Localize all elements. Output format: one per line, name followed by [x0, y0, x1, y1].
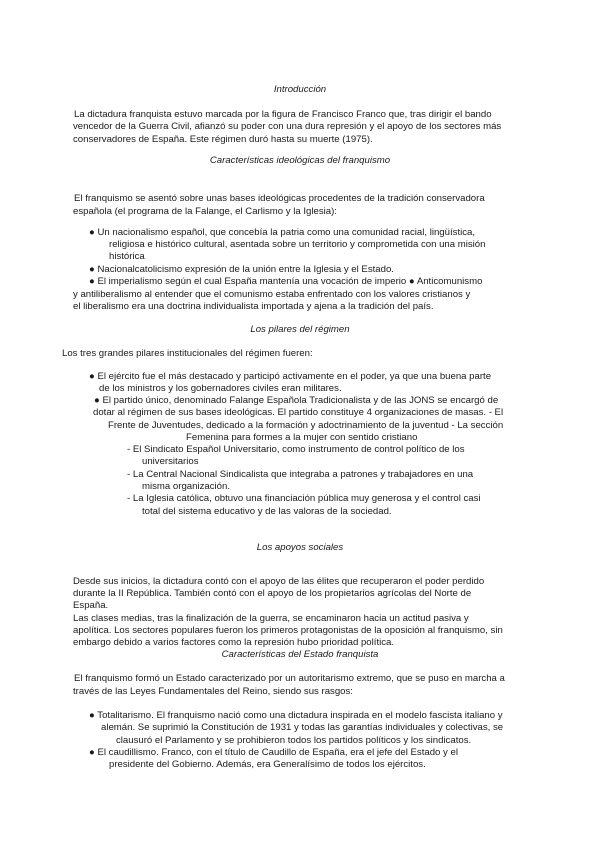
- list-item: ● El ejército fue el más destacado y participó activamente en el poder, ya que una buena parte: [89, 371, 492, 382]
- list-item: ● El partido único, denominado Falange Española Tradicionalista y de las JONS se encargó de: [94, 395, 499, 406]
- list-item-line: histórica: [109, 251, 145, 262]
- paragraph-line: través de las Leyes Fundamentales del Reino, siendo sus rasgos:: [73, 686, 353, 697]
- list-item: ● Nacionalcatolicismo expresión de la unión entre la Iglesia y el Estado.: [89, 264, 394, 275]
- list-item: ● Un nacionalismo español, que concebía la patria como una comunidad racial, lingüística,: [89, 227, 476, 238]
- heading-pilares: Los pilares del régimen: [250, 324, 350, 335]
- sub-list-item: - La Central Nacional Sindicalista que integraba a patrones y trabajadores en una: [127, 469, 474, 480]
- paragraph-line: España.: [73, 600, 109, 611]
- sub-list-item-line: total del sistema educativo y de las valoras de la sociedad.: [142, 506, 392, 517]
- paragraph-line: Desde sus inicios, la dictadura contó con el apoyo de las élites que recuperaron el poder perdido: [73, 576, 485, 587]
- paragraph-line: Los tres grandes pilares institucionales del régimen fueren:: [62, 348, 313, 359]
- paragraph-line: vencedor de la Guerra Civil, afianzó su poder con una dura represión y el apoyo de los sectores más: [73, 121, 502, 132]
- sub-list-item: - La Iglesia católica, obtuvo una financiación pública muy generosa y el control casi: [127, 493, 481, 504]
- list-item-line: clausuró el Parlamento y se prohibieron todos los partidos políticos y los sindicatos.: [116, 735, 472, 746]
- heading-estado-franquista: Características del Estado franquista: [221, 649, 379, 660]
- list-item: ● El caudillismo. Franco, con el título de Caudillo de España, era el jefe del Estado y el: [89, 747, 458, 758]
- heading-apoyos-sociales: Los apoyos sociales: [256, 542, 344, 553]
- sub-list-item-line: universitarios: [142, 456, 199, 467]
- list-item-line: y antiliberalismo al entender que el comunismo estaba enfrentado con los valores cristianos y: [73, 289, 471, 300]
- paragraph-line: embargo debido a varios factores como la represión hubo prioridad política.: [73, 637, 395, 648]
- list-item-line: alemán. Se suprimió la Constitución de 1931 y todas las garantías individuales y colectivas, se: [101, 722, 504, 733]
- paragraph-line: La dictadura franquista estuvo marcada por la figura de Francisco Franco que, tras dirigir el bando: [74, 109, 492, 120]
- sub-list-item-line: misma organización.: [142, 481, 230, 492]
- paragraph-line: durante la II República. También contó con el apoyo de los propietarios agrícolas del Norte de: [73, 588, 472, 599]
- list-item-line: religiosa e histórico cultural, asentada sobre un territorio y comprometida con una misión: [109, 239, 486, 250]
- paragraph-line: El franquismo formó un Estado caracterizado por un autoritarismo extremo, que se puso en marcha a: [74, 673, 505, 684]
- paragraph-line: española (el programa de la Falange, el Carlismo y la Iglesia):: [73, 206, 337, 217]
- list-item-line: el liberalismo era una doctrina individualista importada y ajena a la tradición del país.: [73, 301, 434, 312]
- paragraph-line: Las clases medias, tras la finalización de la guerra, se encaminaron hacia un actitud pasiva y: [73, 613, 469, 624]
- list-item-line: dotar al régimen de sus bases ideológicas. El partido constituye 4 organizaciones de masas. - El: [93, 407, 504, 418]
- list-item-line: Frente de Juventudes, dedicado a la formación y adoctrinamiento de la juventud - La sección: [108, 420, 504, 431]
- heading-caracteristicas-ideologicas: Características ideológicas del franquismo: [209, 155, 391, 166]
- sub-list-item: - El Sindicato Español Universitario, como instrumento de control político de los: [127, 444, 465, 455]
- paragraph-line: El franquismo se asentó sobre unas bases ideológicas procedentes de la tradición conservadora: [74, 193, 485, 204]
- list-item-line: Femenina para formes a la mujer con sentido cristiano: [186, 432, 418, 443]
- heading-introduccion: Introducción: [273, 84, 327, 95]
- list-item-line: de los ministros y los gobernadores civiles eran militares.: [99, 383, 342, 394]
- paragraph-line: conservadores de España. Este régimen duró hasta su muerte (1975).: [73, 134, 373, 145]
- list-item-line: presidente del Gobierno. Además, era Generalísimo de todos los ejércitos.: [109, 759, 426, 770]
- list-item: ● El imperialismo según el cual España mantenía una vocación de imperio ● Anticomunismo: [89, 276, 483, 287]
- list-item: ● Totalitarismo. El franquismo nació como una dictadura inspirada en el modelo fascista italiano y: [89, 710, 503, 721]
- paragraph-line: apolítica. Los sectores populares fueron los primeros protagonistas de la oposición al franquismo, sin: [73, 625, 503, 636]
